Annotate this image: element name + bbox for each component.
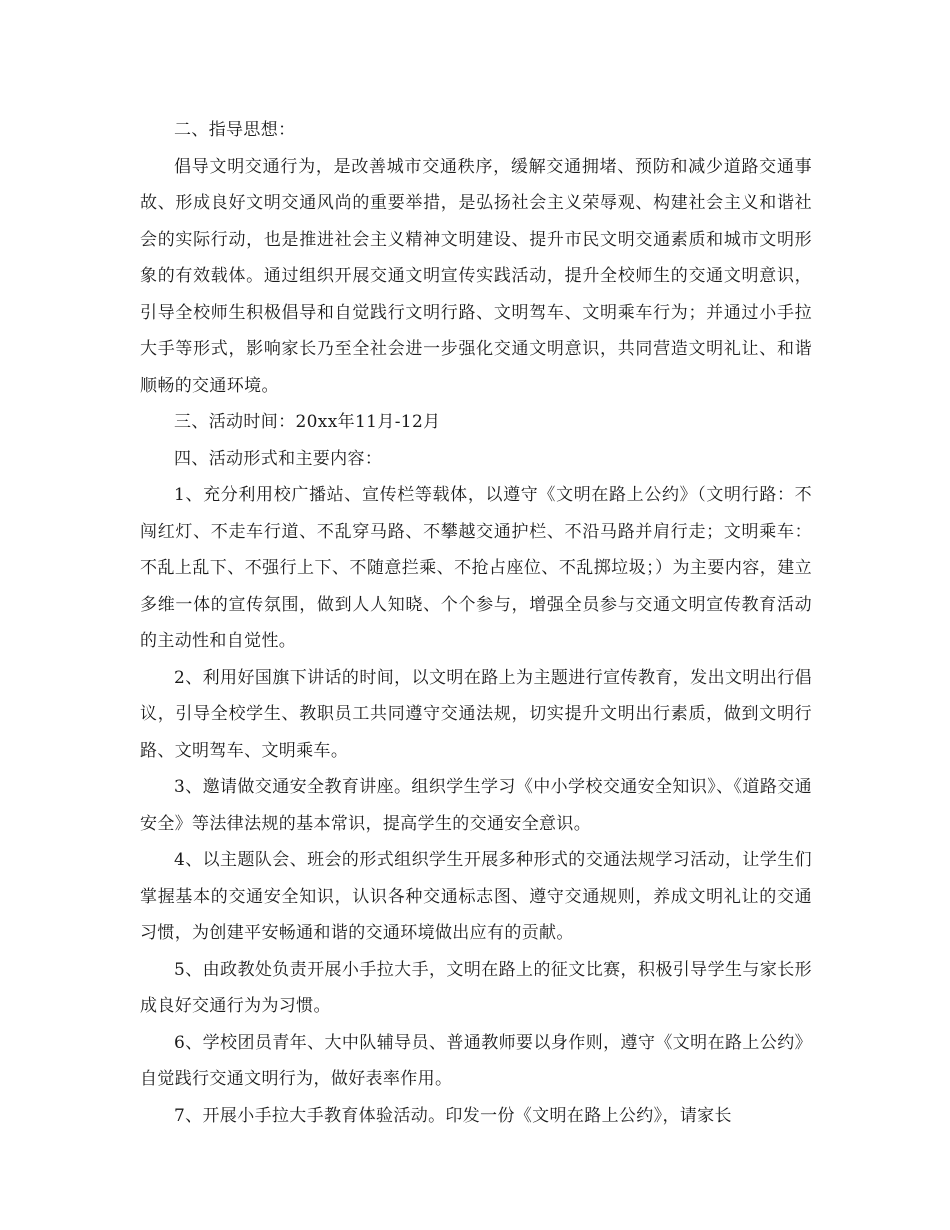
list-item-5: 5、由政教处负责开展小手拉大手，文明在路上的征文比赛，积极引导学生与家长形成良好交通行为为习惯。 (140, 959, 812, 1016)
list-item-7: 7、开展小手拉大手教育体验活动。印发一份《文明在路上公约》，请家长 (174, 1105, 732, 1126)
section-heading-activity-time: 三、活动时间：20xx年11月-12月 (174, 412, 441, 432)
section-heading-guiding-ideology: 二、指导思想： (174, 120, 296, 140)
list-item-1: 1、充分利用校广播站、宣传栏等载体，以遵守《文明在路上公约》（文明行路：不闯红灯、不走车行道、不乱穿马路、不攀越交通护栏、不沿马路并肩行走；文明乘车：不乱上乱下、不强行上下、不随意拦乘、不抢占座位、不乱掷垃圾；）为主要内容，建立多维一体的宣传氛围，做到人人知晓、个个参与，增强全员参与交通文明宣传教育活动的主动性和自觉性。 (140, 485, 812, 651)
section-heading-activity-content: 四、活动形式和主要内容： (174, 448, 383, 469)
list-item-3: 3、邀请做交通安全教育讲座。组织学生学习《中小学校交通安全知识》、《道路交通安全》等法律法规的基本常识，提高学生的交通安全意识。 (140, 777, 812, 834)
list-item-2: 2、利用好国旗下讲话的时间，以文明在路上为主题进行宣传教育，发出文明出行倡议，引导全校学生、教职员工共同遵守交通法规，切实提升文明出行素质，做到文明行路、文明驾车、文明乘车。 (140, 667, 812, 761)
document-body (140, 112, 812, 1134)
list-item-4: 4、以主题队会、班会的形式组织学生开展多种形式的交通法规学习活动，让学生们掌握基本的交通安全知识，认识各种交通标志图、遵守交通规则，养成文明礼让的交通习惯，为创建平安畅通和谐的交通环境做出应有的贡献。 (140, 850, 812, 943)
paragraph-guiding-ideology: 倡导文明交通行为，是改善城市交通秩序，缓解交通拥堵、预防和减少道路交通事故、形成良好文明交通风尚的重要举措，是弘扬社会主义荣辱观、构建社会主义和谐社会的实际行动，也是推进社会主义精神文明建设、提升市民文明交通素质和城市文明形象的有效载体。通过组织开展交通文明宣传实践活动，提升全校师生的交通文明意识，引导全校师生积极倡导和自觉践行文明行路、文明驾车、文明乘车行为；并通过小手拉大手等形式，影响家长乃至全社会进一步强化交通文明意识，共同营造文明礼让、和谐顺畅的交通环境。 (140, 156, 812, 396)
list-item-6: 6、学校团员青年、大中队辅导员、普通教师要以身作则，遵守《文明在路上公约》自觉践行交通文明行为，做好表率作用。 (140, 1032, 812, 1089)
